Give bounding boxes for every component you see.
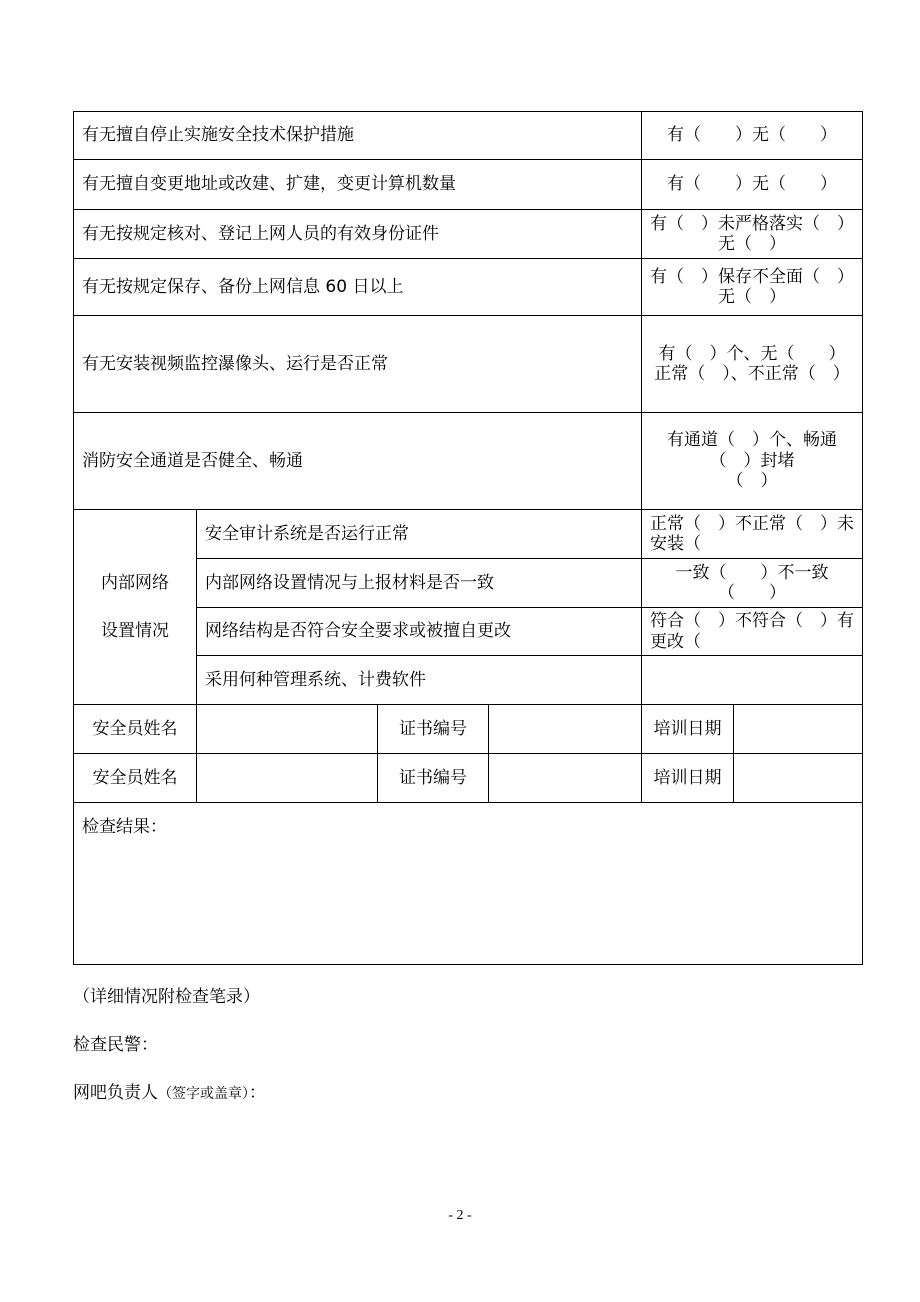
- row-answer: 有（ ）未严格落实（ ）无（ ）: [642, 210, 863, 259]
- row-label: 有无按规定核对、登记上网人员的有效身份证件: [74, 210, 642, 259]
- inspection-result-label: 检查结果：: [82, 817, 167, 837]
- certificate-number-field[interactable]: [489, 754, 642, 803]
- answer-line: 有通道（ ）个、畅通（ ）封堵: [667, 430, 837, 471]
- row-label: 有无按规定保存、备份上网信息 60 日以上: [74, 259, 642, 316]
- answer-line: 有（ ）个、无（ ）: [658, 343, 846, 364]
- row-label: 有无擅自停止实施安全技术保护措施: [74, 112, 642, 160]
- row-answer: [642, 413, 863, 510]
- training-date-field[interactable]: [734, 705, 863, 754]
- inspection-form-table: [73, 111, 863, 965]
- staff-name-label: 安全员姓名: [74, 754, 197, 803]
- inspection-result-field[interactable]: [74, 803, 863, 965]
- certificate-number-field[interactable]: [489, 705, 642, 754]
- staff-row: [74, 754, 863, 803]
- row-answer: 有（ ）无（ ）: [642, 112, 863, 160]
- internal-network-group-label: [74, 510, 197, 705]
- row-label: 网络结构是否符合安全要求或被擅自更改: [197, 608, 642, 656]
- group-label-line: 设置情况: [101, 621, 169, 641]
- page-number: - 2 -: [448, 1208, 472, 1223]
- staff-name-field[interactable]: [197, 754, 378, 803]
- training-date-field[interactable]: [734, 754, 863, 803]
- row-answer: 正常（ ）不正常（ ）未安装（: [642, 510, 863, 559]
- form-row: [74, 510, 863, 559]
- signature-hint: （签字或盖章）: [158, 1086, 249, 1102]
- row-answer: 一致（ ）不一致（ ）: [642, 559, 863, 608]
- manager-signature-line: [73, 1078, 266, 1103]
- form-row: [74, 210, 863, 259]
- certificate-number-label: 证书编号: [378, 705, 489, 754]
- row-label: 有无擅自变更地址或改建、扩建，变更计算机数量: [74, 160, 642, 210]
- group-label-line: 内部网络: [101, 573, 169, 593]
- detail-note: （详细情况附检查笔录）: [73, 987, 260, 1007]
- row-label: 有无安装视频监控瀑像头、运行是否正常: [74, 316, 642, 413]
- training-date-label: 培训日期: [642, 754, 734, 803]
- inspecting-officer-label: 检查民警：: [73, 1035, 158, 1055]
- row-label: 安全审计系统是否运行正常: [197, 510, 642, 559]
- staff-row: [74, 705, 863, 754]
- form-row: [74, 160, 863, 210]
- row-label: 消防安全通道是否健全、畅通: [74, 413, 642, 510]
- form-row: [74, 413, 863, 510]
- row-label: 内部网络设置情况与上报材料是否一致: [197, 559, 642, 608]
- staff-name-label: 安全员姓名: [74, 705, 197, 754]
- row-answer: 符合（ ）不符合（ ）有更改（: [642, 608, 863, 656]
- row-label: 采用何种管理系统、计费软件: [197, 656, 642, 705]
- form-row: [74, 112, 863, 160]
- form-row: [74, 259, 863, 316]
- row-answer: 有（ ）无（ ）: [642, 160, 863, 210]
- result-row: [74, 803, 863, 965]
- training-date-label: 培训日期: [642, 705, 734, 754]
- answer-line: 正常（ ）、不正常（ ）: [654, 364, 850, 384]
- row-answer-empty[interactable]: [642, 656, 863, 705]
- row-answer: [642, 316, 863, 413]
- answer-line: （ ）: [726, 471, 778, 492]
- form-row: [74, 316, 863, 413]
- certificate-number-label: 证书编号: [378, 754, 489, 803]
- manager-colon: ：: [249, 1083, 266, 1103]
- staff-name-field[interactable]: [197, 705, 378, 754]
- row-answer: 有（ ）保存不全面（ ）无（ ）: [642, 259, 863, 316]
- manager-label: 网吧负责人: [73, 1083, 158, 1103]
